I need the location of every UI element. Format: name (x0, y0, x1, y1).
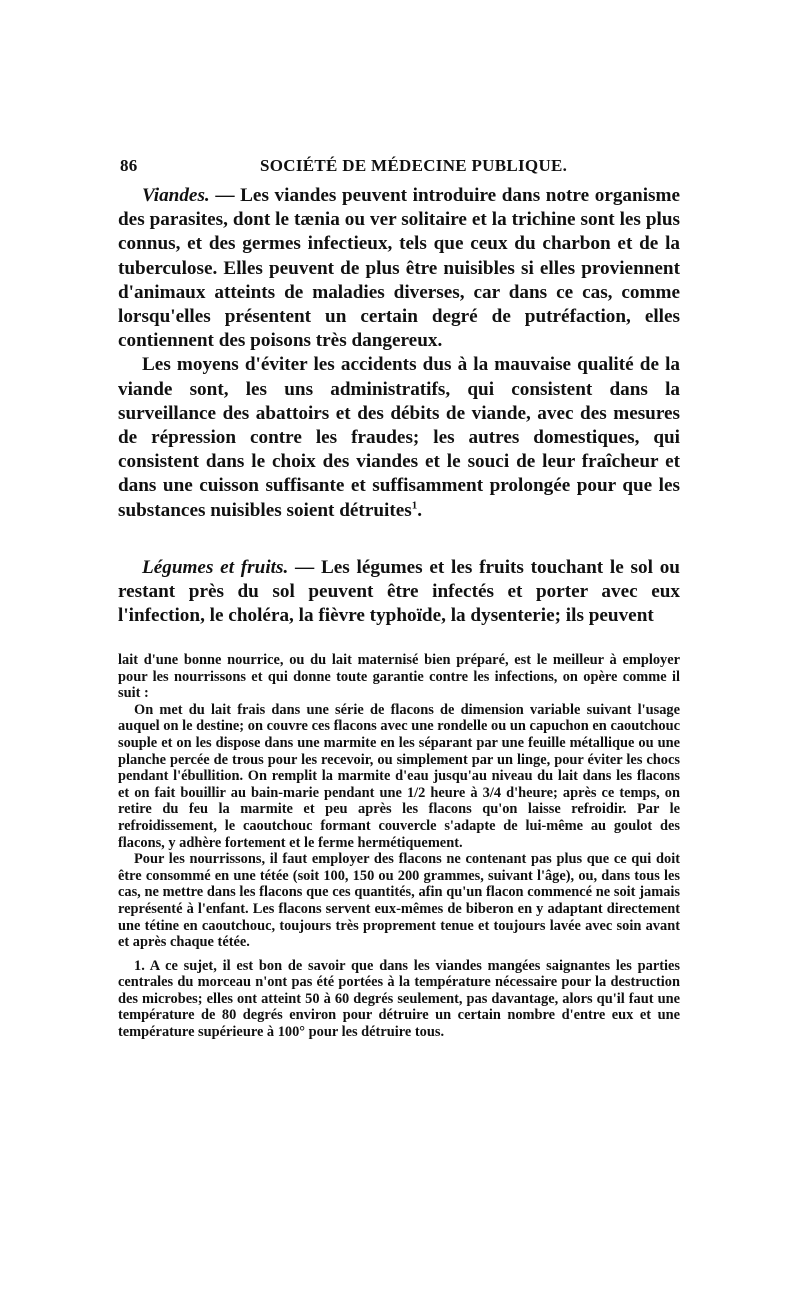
running-header (120, 156, 680, 182)
main-text (118, 184, 680, 628)
notes-block (118, 652, 680, 1041)
page-number: 86 (120, 156, 138, 175)
paragraph-moyens-text: Les moyens d'éviter les accidents dus à la mauvaise qualité de la viande sont, les uns administratifs, qui consistent dans la surveillance des abattoirs et des débits de viande, avec des mesures de répression contre les fraudes; les autres domestiques, qui consistent dans le choix des viandes et le souci de leur fraîcheur et dans une cuisson suffisante et suffisamment prolongée pour que les substances nuisibles soient détruites (118, 354, 680, 521)
section-lead-legumes: Légumes et fruits. (142, 556, 289, 578)
footnote-1: 1. A ce sujet, il est bon de savoir que dans les viandes mangées saignantes les parties centrales du morceau n'ont pas été portées à la température nécessaire pour la destruction des microbes; elles ont atteint 50 à 60 degrés seulement, pas davantage, alors qu'il faut une température de 80 degrés environ pour détruire un certain nombre d'entre eux et une température supérieure à 100° pour les détruire tous. (118, 957, 680, 1041)
paragraph-moyens-end: . (417, 499, 423, 521)
paragraph-moyens (118, 353, 680, 522)
paragraph-viandes-text: — Les viandes peuvent introduire dans notre organisme des parasites, dont le tænia ou ver solitaire et la trichine sont les plus connus, et des germes infectieux, tels que ceux du charbon et de la tuberculose. Elles peuvent de plus être nuisibles si elles proviennent d'animaux atteints de maladies diverses, car dans ce cas, comme lorsqu'elles présentent un certain degré de putréfaction, elles contiennent des poisons très dangereux. (118, 185, 680, 352)
footnote-reference: 1 (411, 499, 418, 512)
note-paragraph-flacons: On met du lait frais dans une série de flacons de dimension variable suivant l'usage auquel on le destine; on couvre ces flacons avec une rondelle ou un capuchon en caoutchouc souple et on les dispose dans une marmite en les séparant par une feuille métallique ou une planche percée de trous pour les recevoir, ou simplement par un linge, pour éviter les chocs pendant l'ébullition. On remplit la marmite d'eau jusqu'au niveau du lait dans les flacons et on fait bouillir au bain-marie pendant une 1/2 heure à 3/4 d'heure; après ce temps, on retire du feu la marmite et peu après les flacons qu'on laisse refroidir. Par le refroidissement, le caoutchouc formant couvercle s'adapte de lui-même au goulot des flacons, y adhère fortement et le ferme hermétiquement. (118, 701, 680, 851)
paragraph-legumes-text: — Les légumes et les fruits touchant le sol ou restant près du sol peuvent être infectés et porter avec eux l'infection, le choléra, la fièvre typhoïde, la dysenterie; ils peuvent (118, 556, 680, 627)
running-title: SOCIÉTÉ DE MÉDECINE PUBLIQUE. (260, 156, 568, 175)
paragraph-legumes (118, 556, 680, 629)
section-lead-viandes: Viandes. (142, 185, 210, 206)
note-continuation: lait d'une bonne nourrice, ou du lait maternisé bien préparé, est le meilleur à employer pour les nourrissons et qui donne toute garantie contre les infections, on opère comme il suit : (118, 652, 680, 702)
note-paragraph-nourrissons: Pour les nourrissons, il faut employer des flacons ne contenant pas plus que ce qui doit être consommé en une tétée (soit 100, 150 ou 200 grammes, suivant l'âge), ou, dans tous les cas, ne mettre dans les flacons que ces quantités, afin qu'un flacon commencé ne soit jamais représenté à l'enfant. Les flacons servent eux-mêmes de biberon en y adaptant directement une tétine en caoutchouc, toujours très proprement tenue et toujours lavée avec soin avant et après chaque tétée. (118, 851, 680, 951)
paragraph-viandes (118, 184, 680, 353)
